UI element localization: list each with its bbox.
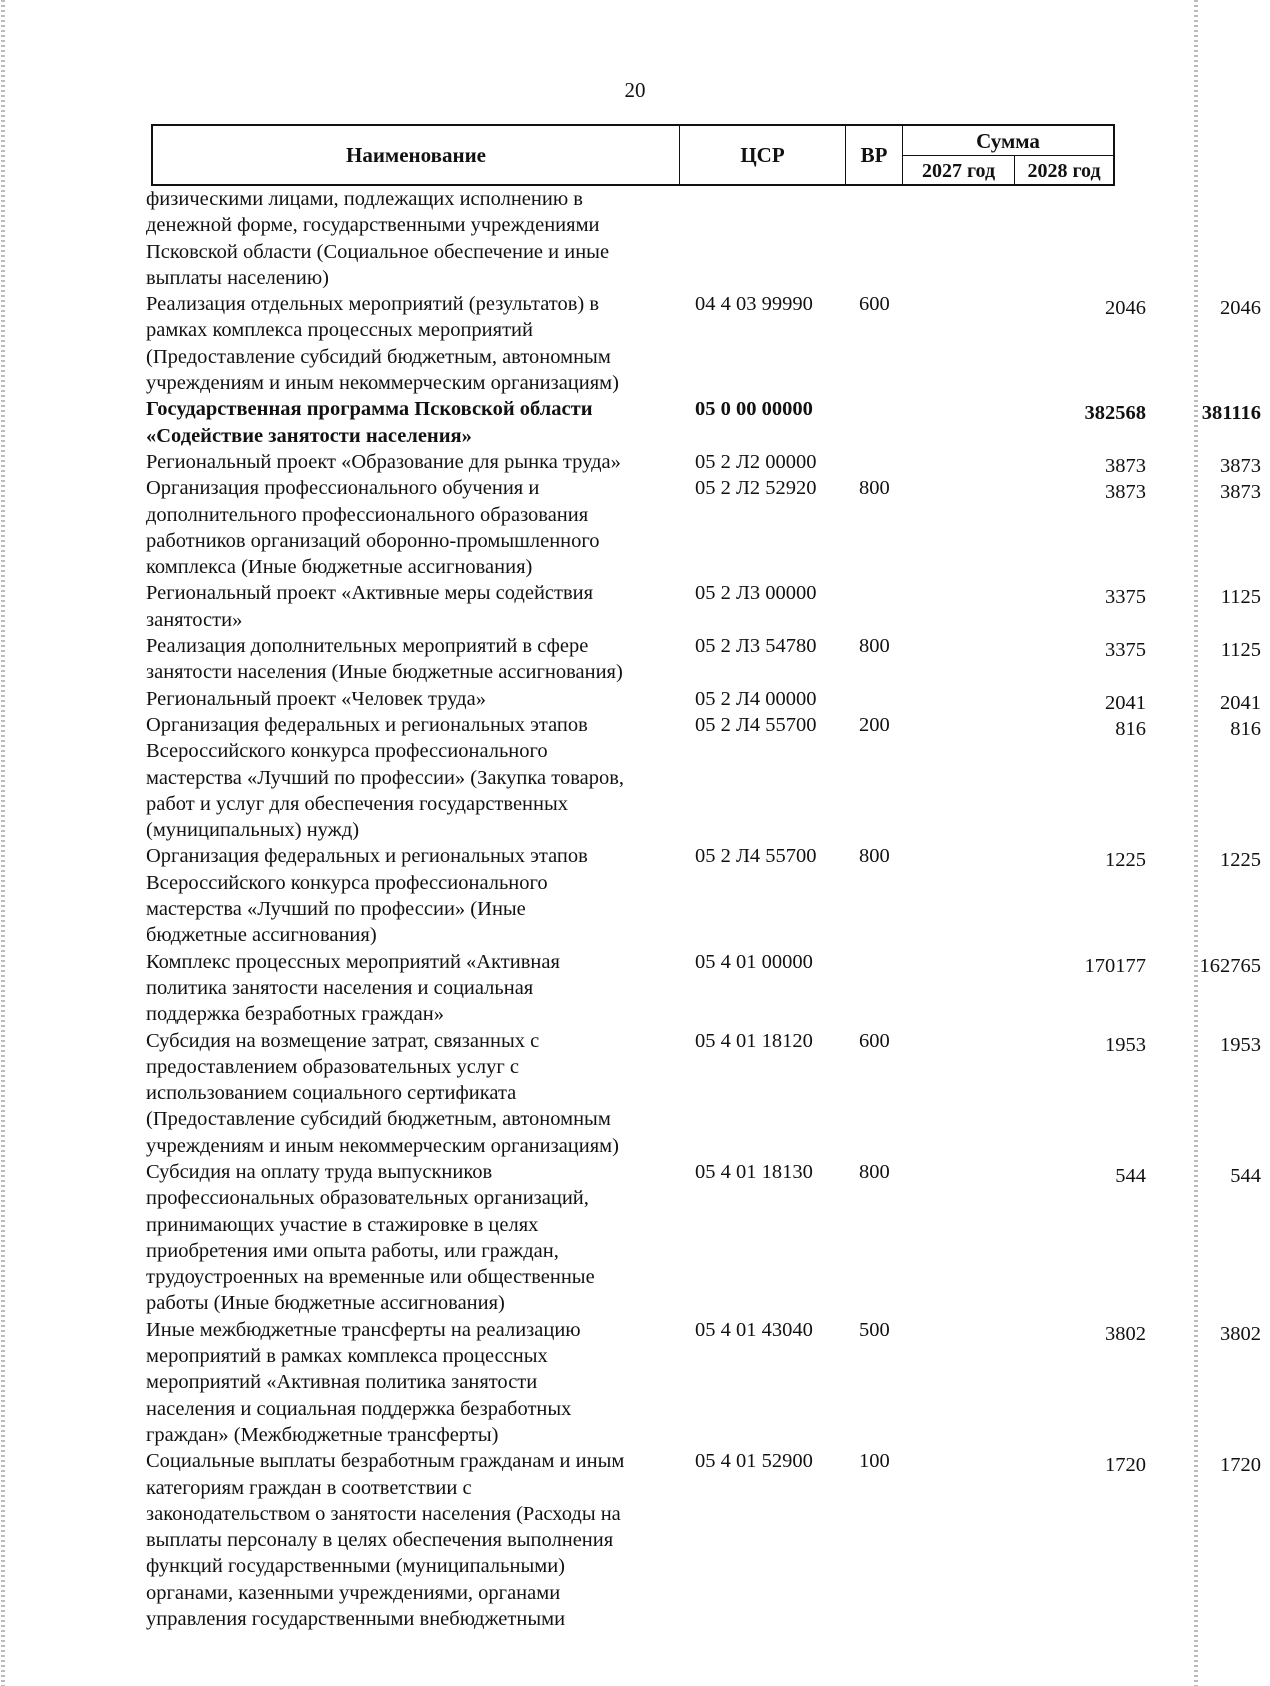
row-sum-2028: 162765 — [1199, 954, 1261, 977]
table-row — [146, 1317, 1261, 1448]
row-csr: 05 4 01 43040 — [695, 1318, 813, 1341]
row-vr: 200 — [859, 713, 890, 736]
row-name: Комплекс процессных мероприятий «Активная политика занятости населения и социальная поддержка безработных граждан» — [146, 950, 560, 1026]
row-sum-2027: 2046 — [1105, 297, 1146, 320]
header-year-2027: 2027 год — [903, 156, 1015, 186]
page-number: 20 — [624, 78, 646, 102]
row-sum-2028: 1125 — [1220, 639, 1261, 662]
row-sum-2027: 382568 — [1084, 402, 1146, 425]
row-vr: 800 — [859, 477, 890, 500]
row-sum-2027: 3873 — [1105, 481, 1146, 504]
row-csr: 05 2 Л4 55700 — [695, 713, 817, 736]
row-sum-2028: 3802 — [1220, 1322, 1261, 1345]
row-vr: 800 — [859, 1160, 890, 1183]
row-csr: 05 2 Л3 00000 — [695, 582, 817, 605]
table-row — [146, 580, 1261, 633]
row-vr: 500 — [859, 1318, 890, 1341]
row-sum-2028: 381116 — [1201, 402, 1261, 425]
row-sum-2028: 3873 — [1220, 454, 1261, 477]
row-sum-2027: 816 — [1115, 717, 1146, 740]
row-sum-2027: 1720 — [1105, 1454, 1146, 1477]
header-vr: ВР — [846, 126, 903, 184]
row-name: Организация федеральных и региональных этапов Всероссийского конкурса профессионального мастерства «Лучший по профессии» (Закупка товаров, работ и услуг для обеспечения государственных (муниципальных) нужд) — [146, 713, 625, 842]
row-sum-2028: 1225 — [1220, 849, 1261, 872]
row-sum-2028: 2046 — [1220, 297, 1261, 320]
header-sum: Сумма — [903, 126, 1113, 156]
scan-edge-right — [1194, 0, 1198, 1686]
table-row — [146, 949, 1261, 1028]
row-name: Организация профессионального обучения и дополнительного профессионального образования работников организаций оборонно-промышленного комплекса (Иные бюджетные ассигнования) — [146, 477, 600, 579]
table-row — [146, 396, 1261, 449]
row-sum-2028: 2041 — [1220, 691, 1261, 714]
row-csr: 05 4 01 00000 — [695, 950, 813, 973]
header-csr: ЦСР — [680, 126, 846, 184]
row-name: Реализация дополнительных мероприятий в сфере занятости населения (Иные бюджетные ассигнования) — [146, 635, 623, 684]
table-row — [146, 475, 1261, 580]
row-csr: 05 0 00 00000 — [695, 398, 813, 421]
row-csr: 05 4 01 52900 — [695, 1450, 813, 1473]
row-csr: 05 2 Л2 00000 — [695, 450, 817, 473]
row-sum-2027: 1953 — [1105, 1033, 1146, 1056]
table-header — [151, 124, 1115, 186]
row-name: Социальные выплаты безработным гражданам и иным категориям граждан в соответствии с законодательством о занятости населения (Расходы на выплаты персоналу в целях обеспечения выполнения функций государственными (муниципальными) органами, казенными учреждениями, органами управления государственными внебюджетными — [146, 1450, 625, 1631]
row-sum-2028: 1720 — [1220, 1454, 1261, 1477]
row-sum-2028: 1953 — [1220, 1033, 1261, 1056]
header-sum-group — [903, 126, 1113, 184]
row-sum-2027: 3873 — [1105, 454, 1146, 477]
row-sum-2027: 3802 — [1105, 1322, 1146, 1345]
row-csr: 05 4 01 18130 — [695, 1160, 813, 1183]
scan-edge-left — [1, 0, 5, 1686]
row-sum-2027: 1225 — [1105, 849, 1146, 872]
row-name: Региональный проект «Образование для рынка труда» — [146, 450, 621, 473]
row-vr: 600 — [859, 293, 890, 316]
table-row — [146, 1159, 1261, 1317]
row-csr: 05 4 01 18120 — [695, 1029, 813, 1052]
row-sum-2027: 170177 — [1084, 954, 1146, 977]
row-name: Иные межбюджетные трансферты на реализацию мероприятий в рамках комплекса процессных мероприятий «Активная политика занятости населения и социальная поддержка безработных граждан» (Межбюджетные трансферты) — [146, 1318, 581, 1446]
row-sum-2028: 3873 — [1220, 481, 1261, 504]
row-name: Реализация отдельных мероприятий (результатов) в рамках комплекса процессных мероприятий (Предоставление субсидий бюджетным, автономным учреждениям и иным некоммерческим организациям) — [146, 293, 619, 395]
table-row — [146, 449, 1261, 477]
row-sum-2027: 2041 — [1105, 691, 1146, 714]
row-name: Субсидия на оплату труда выпускников профессиональных образовательных организаций, принимающих участие в стажировке в целях приобретения ими опыта работы, или граждан, трудоустроенных на временные или общественные работы (Иные бюджетные ассигнования) — [146, 1160, 595, 1315]
row-name: Государственная программа Псковской области «Содействие занятости населения» — [146, 398, 593, 447]
row-csr: 05 2 Л3 54780 — [695, 635, 817, 658]
table-row — [146, 633, 1261, 686]
row-name: Региональный проект «Человек труда» — [146, 687, 486, 710]
row-vr: 600 — [859, 1029, 890, 1052]
row-vr: 100 — [859, 1450, 890, 1473]
row-vr: 800 — [859, 845, 890, 868]
row-sum-2027: 544 — [1115, 1164, 1146, 1187]
row-sum-2028: 544 — [1230, 1164, 1261, 1187]
row-csr: 05 2 Л4 00000 — [695, 687, 817, 710]
row-sum-2027: 3375 — [1105, 586, 1146, 609]
row-csr: 05 2 Л4 55700 — [695, 845, 817, 868]
row-name: Субсидия на возмещение затрат, связанных с предоставлением образовательных услуг с использованием социального сертификата (Предоставление субсидий бюджетным, автономным учреждениям и иным некоммерческим организациям) — [146, 1029, 619, 1157]
table-row — [146, 686, 1261, 714]
row-vr: 800 — [859, 635, 890, 658]
row-name: физическими лицами, подлежащих исполнению в денежной форме, государственными учреждениями Псковской области (Социальное обеспечение и иные выплаты населению) — [146, 188, 610, 289]
table-body — [146, 186, 1261, 1632]
row-csr: 05 2 Л2 52920 — [695, 477, 817, 500]
table-row — [146, 843, 1261, 948]
row-csr: 04 4 03 99990 — [695, 293, 813, 316]
row-sum-2028: 816 — [1230, 717, 1261, 740]
table-row — [146, 1448, 1261, 1632]
row-sum-2028: 1125 — [1220, 586, 1261, 609]
table-row — [146, 291, 1261, 396]
row-name: Организация федеральных и региональных этапов Всероссийского конкурса профессионального мастерства «Лучший по профессии» (Иные бюджетные ассигнования) — [146, 845, 588, 947]
table-row — [146, 186, 1126, 291]
row-name: Региональный проект «Активные меры содействия занятости» — [146, 582, 594, 631]
header-year-2028: 2028 год — [1027, 160, 1101, 182]
table-row — [146, 1028, 1261, 1159]
header-name: Наименование — [153, 126, 680, 184]
table-row — [146, 712, 1261, 843]
row-sum-2027: 3375 — [1105, 639, 1146, 662]
